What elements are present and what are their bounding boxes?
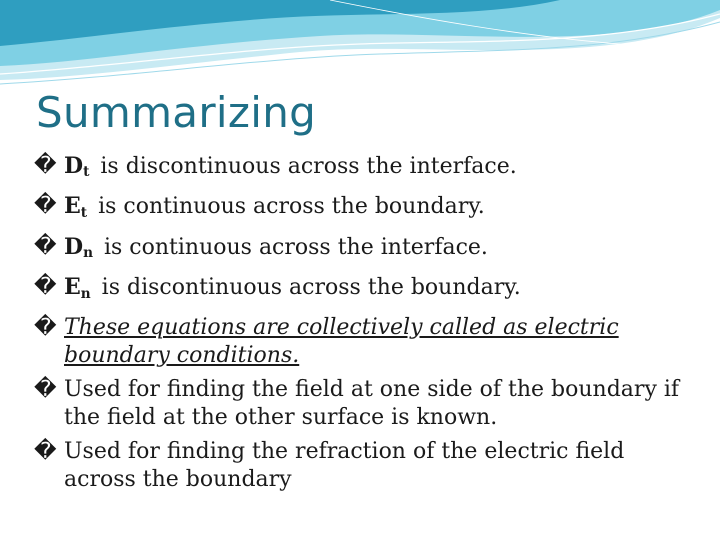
- slide-title: Summarizing: [36, 88, 317, 137]
- bullet-item: [34, 152, 694, 186]
- field-symbol: D: [64, 233, 84, 260]
- field-symbol: E: [64, 193, 81, 220]
- bullet-item: [34, 438, 694, 494]
- field-subscript: t: [80, 204, 88, 221]
- bullet-item: [34, 233, 694, 267]
- bullet-item: [34, 376, 694, 432]
- bullet-text: Used for finding the field at one side of the boundary if the field at the other surface is known.: [64, 376, 680, 430]
- bullet-text: is discontinuous across the boundary.: [94, 275, 521, 301]
- bullet-text-emphasis: These equations are collectively called as electric boundary conditions.: [64, 314, 619, 368]
- field-symbol: D: [64, 153, 84, 179]
- field-subscript: t: [83, 164, 90, 181]
- bullet-marker-icon: �: [34, 233, 57, 259]
- bullet-marker-icon: �: [34, 274, 57, 300]
- bullet-text: is continuous across the boundary.: [91, 194, 485, 220]
- bullet-marker-icon: �: [34, 193, 57, 219]
- bullet-item: [34, 192, 694, 226]
- bullet-list: [34, 152, 694, 500]
- bullet-text: Used for finding the refraction of the electric field across the boundary: [64, 438, 625, 492]
- bullet-marker-icon: �: [34, 438, 57, 464]
- decorative-wave-band: [0, 0, 720, 90]
- field-subscript: n: [83, 245, 93, 262]
- bullet-item: [34, 314, 694, 370]
- bullet-marker-icon: �: [34, 314, 57, 340]
- field-symbol: E: [64, 274, 81, 301]
- field-subscript: n: [80, 285, 91, 302]
- bullet-text: is continuous across the interface.: [96, 234, 488, 260]
- bullet-text: is discontinuous across the interface.: [93, 154, 517, 179]
- bullet-marker-icon: �: [34, 153, 57, 178]
- bullet-marker-icon: �: [34, 376, 57, 402]
- bullet-item: [34, 273, 694, 307]
